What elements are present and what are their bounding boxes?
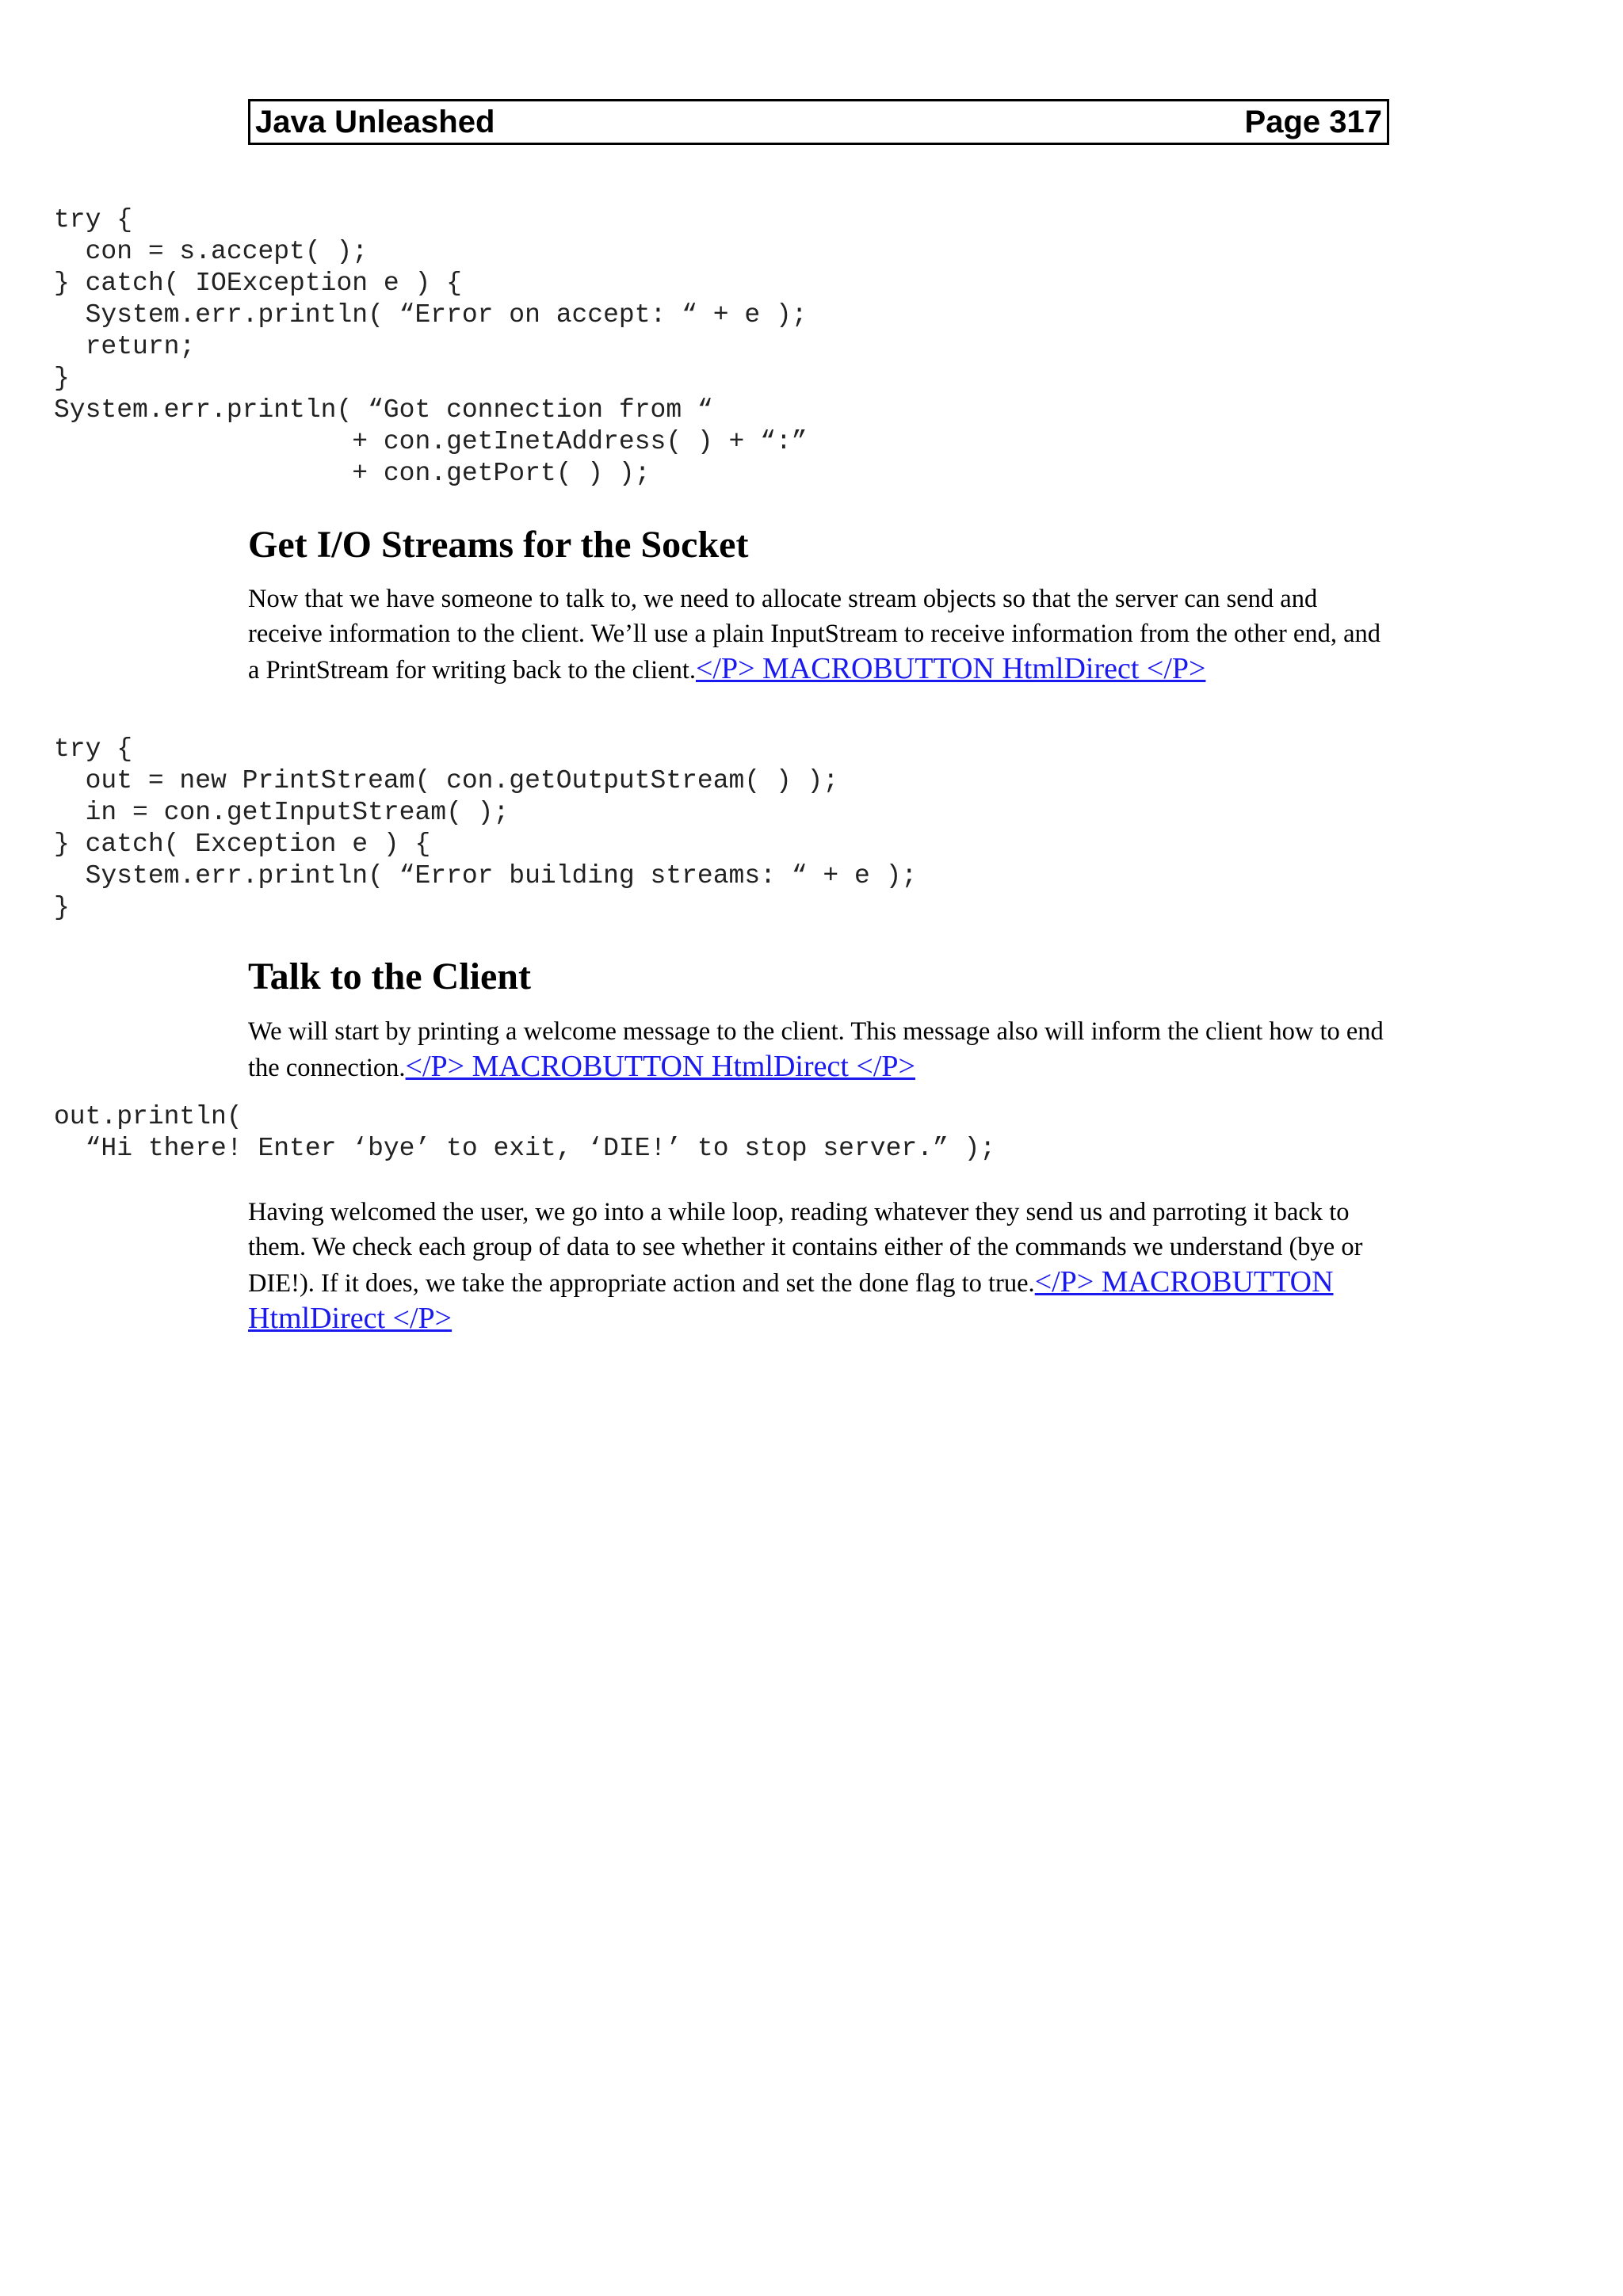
macrobutton-link[interactable]: </P> MACROBUTTON HtmlDirect </P> [696,652,1206,685]
heading-get-io-streams: Get I/O Streams for the Socket [248,524,749,566]
page-number: Page 317 [1244,104,1382,139]
paragraph-get-io-streams [248,582,1397,688]
paragraph-while-loop [248,1195,1397,1337]
paragraph-text: We will start by printing a welcome message to the client. This message also will inform the client how to end the connection. [248,1017,1384,1082]
paragraph-text: Having welcomed the user, we go into a while loop, reading whatever they send us and parroting it back to them. We check each group of data to see whether it contains either of the commands we understand (bye or DIE!). If it does, we take the appropriate action and set the done flag to true. [248,1198,1363,1298]
book-title: Java Unleashed [255,104,495,139]
code-block-accept: try { con = s.accept( ); } catch( IOException e ) { System.err.println( “Error on accept: “ + e ); return; } System.err.println( “Got connection from “ + con.getInetAddress( ) + “:” + con.getPort( ) ); [54,205,808,488]
macrobutton-link[interactable]: </P> MACROBUTTON HtmlDirect </P> [248,1265,1334,1335]
code-block-println: out.println( “Hi there! Enter ‘bye’ to exit, ‘DIE!’ to stop server.” ); [54,1102,996,1163]
page-header [248,99,1389,145]
paragraph-talk-to-client [248,1014,1397,1085]
heading-talk-to-client: Talk to the Client [248,955,531,997]
macrobutton-link[interactable]: </P> MACROBUTTON HtmlDirect </P> [405,1050,915,1083]
paragraph-text: Now that we have someone to talk to, we need to allocate stream objects so that the server can send and receive information to the client. We’ll use a plain InputStream to receive information from the other end, and a PrintStream for writing back to the client. [248,585,1381,685]
code-block-streams: try { out = new PrintStream( con.getOutputStream( ) ); in = con.getInputStream( ); } catch( Exception e ) { System.err.println( “Error building streams: “ + e ); } [54,734,918,922]
